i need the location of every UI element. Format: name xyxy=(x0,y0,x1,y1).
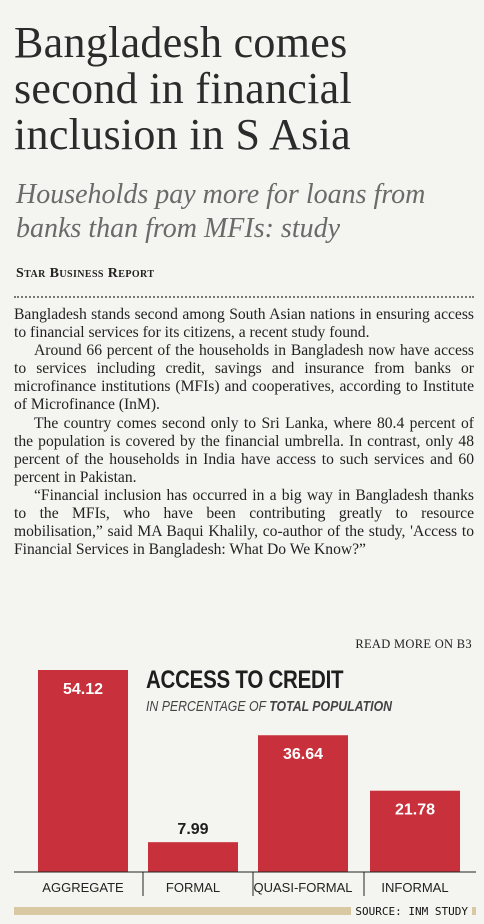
byline: Star Business Report xyxy=(16,266,155,281)
bar-formal xyxy=(148,842,238,872)
article-body xyxy=(14,306,474,559)
chart-subtitle-emphasis: TOTAL POPULATION xyxy=(269,698,393,715)
chart-source: SOURCE: INM STUDY xyxy=(351,905,472,918)
bar-value-label: 21.78 xyxy=(394,801,436,819)
paragraph: Bangladesh stands second among South Asian nations in ensuring access to financial services for its citizens, a recent study found. xyxy=(14,306,474,342)
paragraph: “Financial inclusion has occurred in a big way in Bangladesh thanks to the MFIs, who have been contributing greatly to resource mobilisation,” said MA Baqui Khalily, co-author of the study, 'Access to Financial Services in Bangladesh: What Do We Know?” xyxy=(14,486,474,559)
category-label: FORMAL xyxy=(165,880,221,895)
paragraph: Around 66 percent of the households in Bangladesh now have access to services including credit, savings and insurance from banks or microfinance institutions (MFIs) and cooperatives, according to Institute of Microfinance (InM). xyxy=(14,342,474,414)
category-label: AGGREGATE xyxy=(42,880,124,895)
bar-value-label: 36.64 xyxy=(282,746,324,764)
bar-aggregate xyxy=(38,670,128,872)
paragraph: The country comes second only to Sri Lanka, where 80.4 percent of the population is covered by the financial umbrella. In contrast, only 48 percent of the households in India have access to such services and 60 percent in Pakistan. xyxy=(14,414,474,486)
dotted-divider xyxy=(14,296,474,298)
subheadline: Households pay more for loans from banks than from MFIs: study xyxy=(16,179,426,244)
chart-subtitle-prefix: IN PERCENTAGE OF xyxy=(146,698,270,715)
bar-value-label: 7.99 xyxy=(177,821,209,839)
chart-title: ACCESS TO CREDIT xyxy=(146,666,344,694)
read-more-link[interactable]: READ MORE ON B3 xyxy=(355,637,472,651)
access-to-credit-chart xyxy=(0,660,484,924)
headline: Bangladesh comes second in financial inclusion in S Asia xyxy=(14,18,353,159)
category-label: INFORMAL xyxy=(381,880,449,895)
chart-subtitle xyxy=(146,698,392,715)
bar-value-label: 54.12 xyxy=(62,681,104,698)
category-label: QUASI-FORMAL xyxy=(253,880,353,895)
